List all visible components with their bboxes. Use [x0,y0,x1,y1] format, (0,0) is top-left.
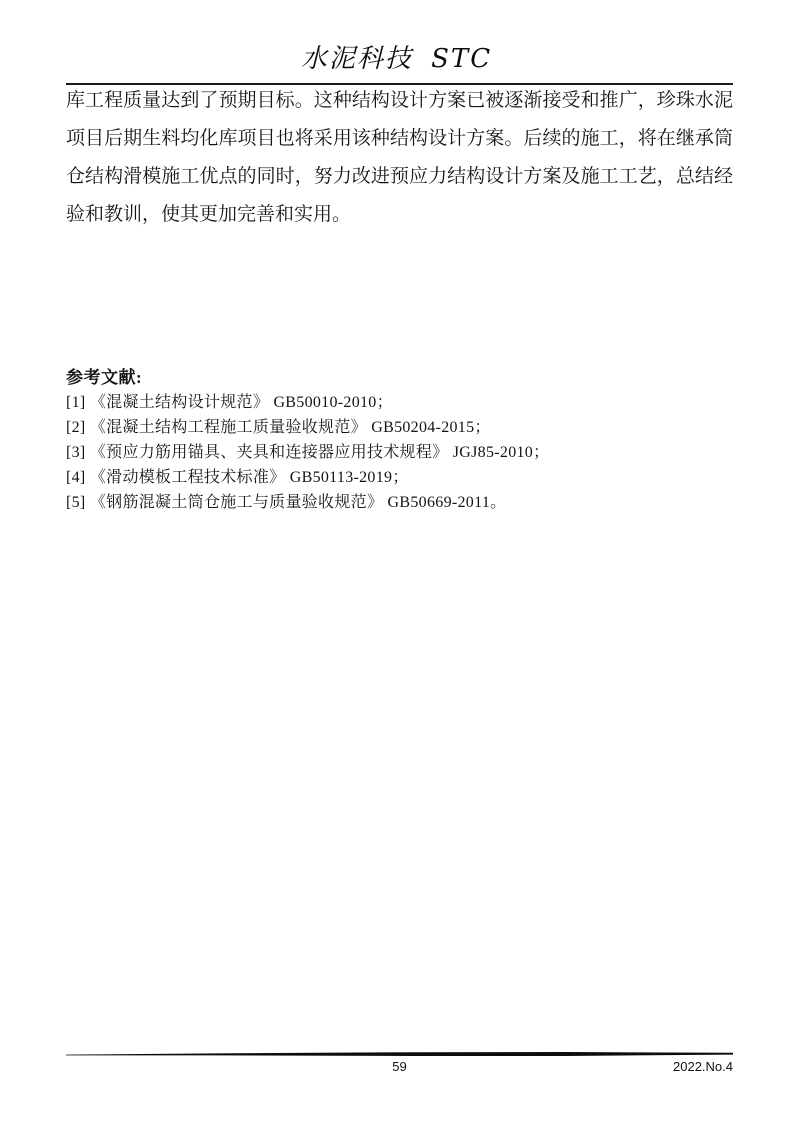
page-number: 59 [392,1059,407,1074]
body-line-4: 验和教训，使其更加完善和实用。 [66,204,352,225]
body-paragraph [66,82,733,234]
references-section [66,366,733,515]
body-line-3: 仓结构滑模施工优点的同时，努力改进预应力结构设计方案及施工工艺，总结经 [66,166,733,187]
body-line-2: 项目后期生料均化库项目也将采用该种结构设计方案。后续的施工，将在继承筒 [66,128,733,149]
reference-item-1: [1] 《混凝土结构设计规范》 GB50010-2010； [66,394,393,411]
body-line-1: 库工程质量达到了预期目标。这种结构设计方案已被逐渐接受和推广，珍珠水泥 [66,90,733,111]
journal-title: 水泥科技 STC [300,44,493,74]
references-heading: 参考文献: [66,368,143,387]
reference-item-4: [4] 《滑动模板工程技术标准》 GB50113-2019； [66,469,409,486]
issue-label: 2022.No.4 [673,1059,733,1074]
footer-rule [66,1051,733,1057]
reference-item-5: [5] 《钢筋混凝土筒仓施工与质量验收规范》 GB50669-2011。 [66,494,507,511]
reference-item-2: [2] 《混凝土结构工程施工质量验收规范》 GB50204-2015； [66,419,491,436]
reference-item-3: [3] 《预应力筋用锚具、夹具和连接器应用技术规程》 JGJ85-2010； [66,444,550,461]
